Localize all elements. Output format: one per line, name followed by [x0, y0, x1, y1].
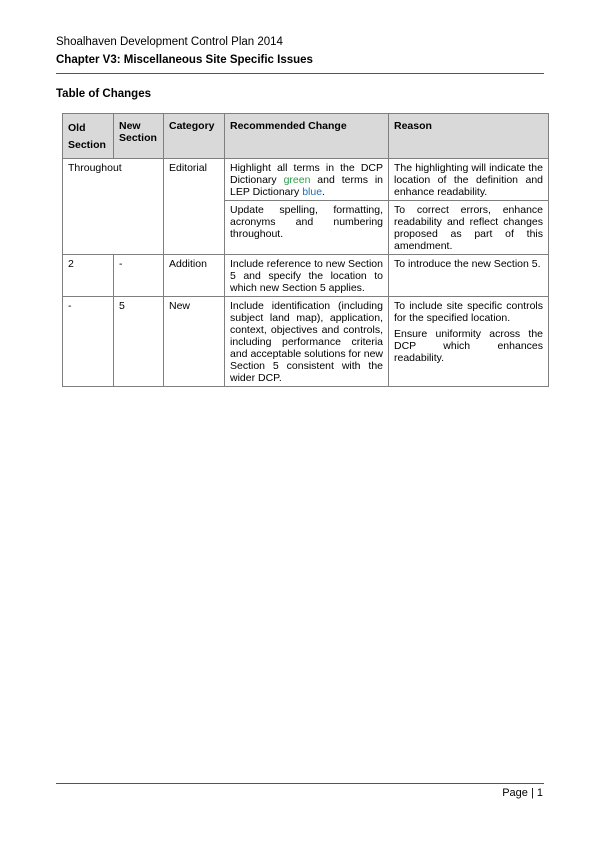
header-new-section: New Section	[114, 114, 164, 159]
reason-paragraph: Ensure uniformity across the DCP which enhances readability.	[394, 328, 543, 364]
cell-recommended-change: Include reference to new Section 5 and specify the location to which new Section 5 applies.	[225, 255, 389, 297]
cell-category: Addition	[164, 255, 225, 297]
page-number: Page | 1	[502, 787, 543, 799]
table-header-row	[63, 114, 549, 159]
cell-category: Editorial	[164, 159, 225, 255]
table-row	[63, 159, 549, 201]
change-text: .	[322, 186, 325, 198]
cell-old-section: -	[63, 297, 114, 387]
header-recommended-change: Recommended Change	[225, 114, 389, 159]
cell-category: New	[164, 297, 225, 387]
change-text: and terms in LEP Dictionary	[230, 174, 383, 198]
header-old-section	[63, 114, 114, 159]
changes-table	[62, 113, 549, 387]
change-text-green: green	[283, 174, 311, 186]
cell-reason	[389, 297, 549, 387]
change-text-blue: blue	[302, 186, 323, 198]
header-category: Category	[164, 114, 225, 159]
header-reason: Reason	[389, 114, 549, 159]
cell-recommended-change	[225, 159, 389, 201]
table-row	[63, 255, 549, 297]
cell-reason: To correct errors, enhance readability and reflect changes proposed as part of this amendment.	[389, 201, 549, 255]
cell-recommended-change: Update spelling, formatting, acronyms and numbering throughout.	[225, 201, 389, 255]
table-heading: Table of Changes	[56, 88, 151, 100]
cell-recommended-change: Include identification (including subject land map), application, context, objectives and controls, including performance criteria and acceptable solutions for new Section 5 consistent with the wider DCP.	[225, 297, 389, 387]
header-old-label: Old	[68, 122, 86, 134]
reason-paragraph: To include site specific controls for the specified location.	[394, 300, 543, 324]
cell-new-section: 5	[114, 297, 164, 387]
chapter-title: Chapter V3: Miscellaneous Site Specific Issues	[56, 54, 313, 66]
cell-new-section: -	[114, 255, 164, 297]
cell-sections: Throughout	[63, 159, 164, 255]
footer-divider	[56, 783, 544, 784]
cell-old-section: 2	[63, 255, 114, 297]
table-row	[63, 297, 549, 387]
cell-reason: To introduce the new Section 5.	[389, 255, 549, 297]
document-header-title: Shoalhaven Development Control Plan 2014	[56, 36, 283, 48]
header-divider	[56, 73, 544, 74]
header-old-section-label: Section	[68, 139, 106, 151]
cell-reason: The highlighting will indicate the location of the definition and enhance readability.	[389, 159, 549, 201]
change-text: Highlight all terms in the DCP Dictionary	[230, 162, 383, 186]
